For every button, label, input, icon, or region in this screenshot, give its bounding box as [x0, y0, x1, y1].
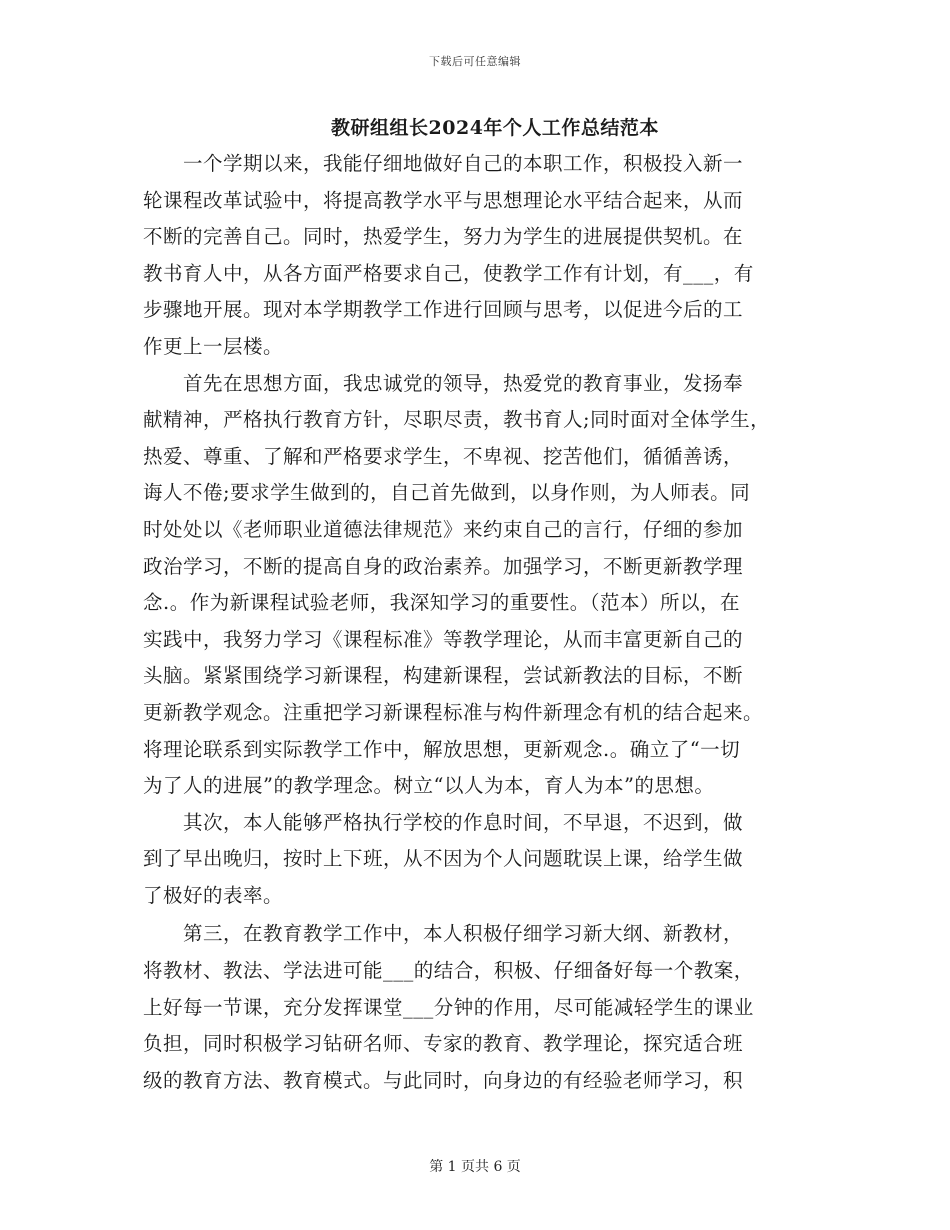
paragraph-line: 了极好的表率。 [143, 883, 284, 907]
paragraph-line: 上好每一节课，充分发挥课堂___分钟的作用，尽可能减轻学生的课业 [143, 995, 754, 1019]
paragraph-line: 将理论联系到实际教学工作中，解放思想，更新观念.。确立了“一切 [143, 737, 741, 761]
paragraph-line: 献精神，严格执行教育方针，尽职尽责，教书育人;同时面对全体学生， [143, 408, 771, 432]
paragraph [143, 916, 823, 1099]
paragraph-line: 负担，同时积极学习钻研名师、专家的教育、教学理论，探究适合班 [143, 1032, 744, 1056]
paragraph-line: 将教材、教法、学法进可能___的结合，积极、仔细备好每一个教案， [143, 959, 754, 983]
paragraph-line: 级的教育方法、教育模式。与此同时，向身边的有经验老师学习，积 [143, 1068, 744, 1092]
paragraph-line: 轮课程改革试验中，将提高教学水平与思想理论水平结合起来，从而 [143, 188, 744, 212]
paragraph-line: 首先在思想方面，我忠诚党的领导，热爱党的教育事业，发扬奉 [143, 371, 744, 395]
page-footer: 第 1 页共 6 页 [429, 1159, 521, 1175]
paragraph [143, 366, 823, 805]
paragraph-line: 其次，本人能够严格执行学校的作息时间，不早退，不迟到，做 [143, 810, 744, 834]
header-note: 下载后可任意编辑 [429, 55, 521, 68]
paragraph-line: 第三，在教育教学工作中，本人积极仔细学习新大纲、新教材， [143, 922, 744, 946]
paragraph-line: 时处处以《老师职业道德法律规范》来约束自己的言行，仔细的参加 [143, 517, 744, 541]
paragraph-line: 教书育人中，从各方面严格要求自己，使教学工作有计划，有___，有 [143, 261, 754, 285]
paragraph-line: 更新教学观念。注重把学习新课程标准与构件新理念有机的结合起来。 [143, 700, 764, 724]
paragraph-line: 不断的完善自己。同时，热爱学生，努力为学生的进展提供契机。在 [143, 225, 744, 249]
paragraph-line: 一个学期以来，我能仔细地做好自己的本职工作，积极投入新一 [143, 152, 744, 175]
paragraph [143, 146, 823, 366]
document-body [143, 146, 823, 1099]
paragraph-line: 作更上一层楼。 [143, 334, 284, 358]
paragraph-line: 念.。作为新课程试验老师，我深知学习的重要性。（范本）所以，在 [143, 591, 740, 615]
paragraph-line: 实践中，我努力学习《课程标准》等教学理论，从而丰富更新自己的 [143, 627, 744, 651]
document-title: 教研组组长2024年个人工作总结范本 [331, 117, 659, 139]
paragraph-line: 为了人的进展”的教学理念。树立“以人为本，育人为本”的思想。 [143, 774, 715, 798]
paragraph-line: 诲人不倦;要求学生做到的，自己首先做到，以身作则，为人师表。同 [143, 481, 751, 505]
paragraph-line: 到了早出晚归，按时上下班，从不因为个人问题耽误上课，给学生做 [143, 847, 744, 871]
paragraph-line: 步骤地开展。现对本学期教学工作进行回顾与思考，以促进今后的工 [143, 298, 744, 322]
paragraph-line: 热爱、尊重、了解和严格要求学生，不卑视、挖苦他们，循循善诱， [143, 444, 744, 468]
paragraph [143, 805, 823, 915]
paragraph-line: 政治学习，不断的提高自身的政治素养。加强学习，不断更新教学理 [143, 554, 744, 578]
paragraph-line: 头脑。紧紧围绕学习新课程，构建新课程，尝试新教法的目标，不断 [143, 664, 744, 688]
